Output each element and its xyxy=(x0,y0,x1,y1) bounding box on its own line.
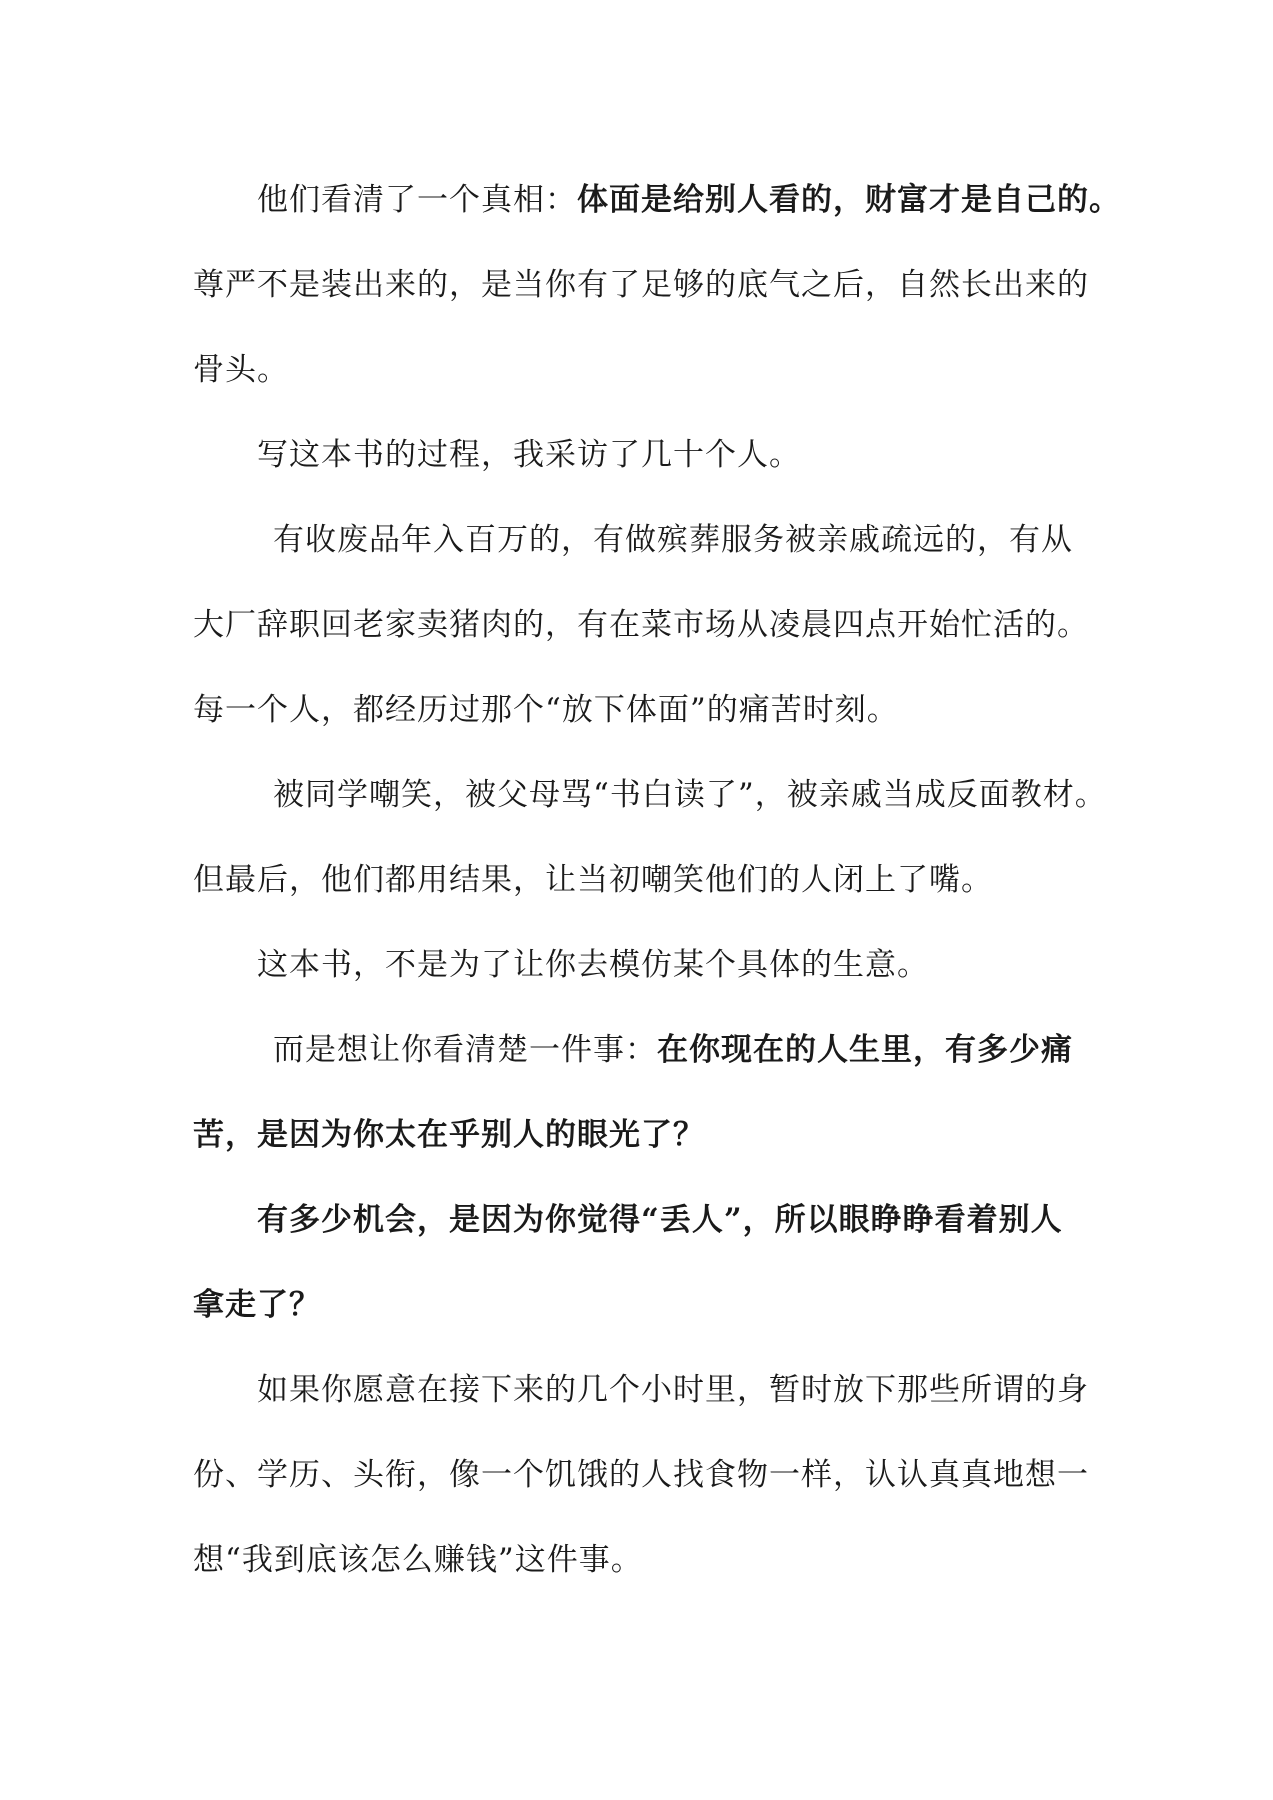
text-line xyxy=(193,435,1157,475)
text-span: 份、学历、头衔，像一个饥饿的人找食物一样，认认真真地想一 xyxy=(193,1457,1089,1493)
text-span: 他们看清了一个真相： xyxy=(257,182,577,218)
text-span: 骨头。 xyxy=(193,352,289,388)
bold-text-span: 拿走了？ xyxy=(193,1287,321,1323)
bold-text-span: 体面是给别人看的，财富才是自己的。 xyxy=(577,182,1121,218)
text-line xyxy=(193,1200,1157,1240)
text-line xyxy=(193,775,1173,815)
text-span: 如果你愿意在接下来的几个小时里，暂时放下那些所谓的身 xyxy=(257,1372,1089,1408)
text-line xyxy=(193,265,1093,305)
text-line xyxy=(193,1540,1093,1580)
text-span: 每一个人，都经历过那个“放下体面”的痛苦时刻。 xyxy=(193,692,899,728)
text-line xyxy=(193,520,1173,560)
text-span: 尊严不是装出来的，是当你有了足够的底气之后，自然长出来的 xyxy=(193,267,1089,303)
text-span: 这本书，不是为了让你去模仿某个具体的生意。 xyxy=(257,947,929,983)
text-line xyxy=(193,1115,1093,1155)
text-line xyxy=(193,1285,1093,1325)
text-span: 但最后，他们都用结果，让当初嘲笑他们的人闭上了嘴。 xyxy=(193,862,993,898)
text-span: 而是想让你看清楚一件事： xyxy=(273,1032,657,1068)
text-line xyxy=(193,350,1093,390)
text-line xyxy=(193,945,1157,985)
text-span: 写这本书的过程，我采访了几十个人。 xyxy=(257,437,801,473)
text-line xyxy=(193,690,1093,730)
text-line xyxy=(193,1455,1093,1495)
text-line xyxy=(193,180,1157,220)
text-line xyxy=(193,605,1093,645)
bold-text-span: 有多少机会，是因为你觉得“丢人”，所以眼睁睁看着别人 xyxy=(257,1202,1063,1238)
text-span: 被同学嘲笑，被父母骂“书白读了”，被亲戚当成反面教材。 xyxy=(273,777,1107,813)
text-span: 有收废品年入百万的，有做殡葬服务被亲戚疏远的，有从 xyxy=(273,522,1073,558)
text-span: 大厂辞职回老家卖猪肉的，有在菜市场从凌晨四点开始忙活的。 xyxy=(193,607,1089,643)
bold-text-span: 苦，是因为你太在乎别人的眼光了？ xyxy=(193,1117,705,1153)
text-span: 想“我到底该怎么赚钱”这件事。 xyxy=(193,1542,643,1578)
text-line xyxy=(193,1030,1173,1070)
text-line xyxy=(193,860,1093,900)
text-line xyxy=(193,1370,1157,1410)
bold-text-span: 在你现在的人生里，有多少痛 xyxy=(657,1032,1073,1068)
